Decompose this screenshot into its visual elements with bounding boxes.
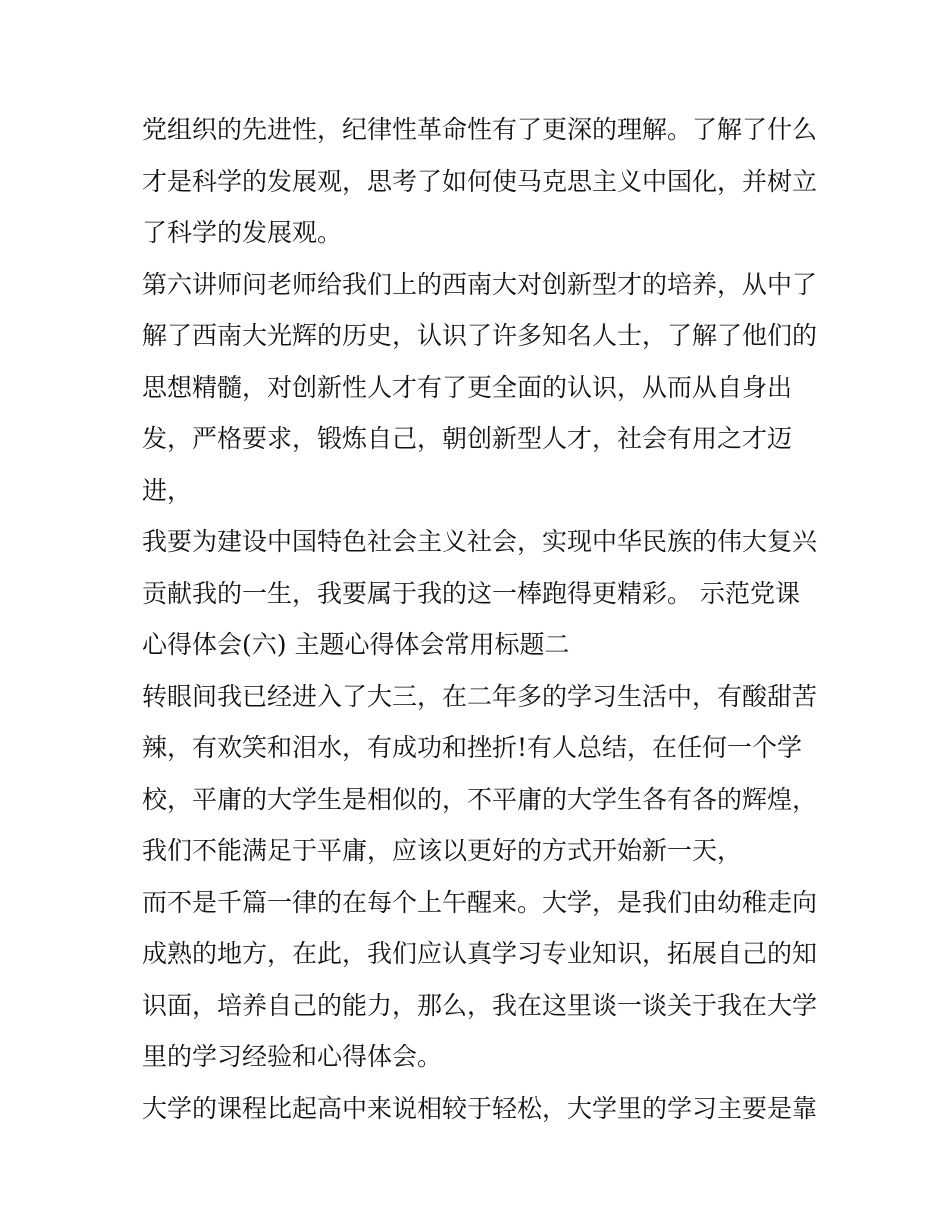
text-line: 贡献我的一生，我要属于我的这一棒跑得更精彩。 示范党课	[142, 578, 800, 608]
text-line: 发，严格要求，锻炼自己，朝创新型人才，社会有用之才迈	[142, 424, 793, 453]
text-line: 辣，有欢笑和泪水，有成功和挫折!有人总结，在任何一个学	[142, 733, 803, 762]
text-line: 进，	[142, 475, 193, 505]
text-line: 大学的课程比起高中来说相较于轻松，大学里的学习主要是靠	[142, 1093, 818, 1123]
text-line: 党组织的先进性，纪律性革命性有了更深的理解。了解了什么	[142, 115, 818, 144]
text-line: 里的学习经验和心得体会。	[142, 1042, 443, 1071]
text-line: 了科学的发展观。	[142, 218, 343, 247]
text-line: 才是科学的发展观，思考了如何使马克思主义中国化，并树立	[142, 166, 818, 196]
text-line: 成熟的地方，在此，我们应认真学习专业知识，拓展自己的知	[142, 939, 818, 968]
text-line: 识面，培养自己的能力，那么，我在这里谈一谈关于我在大学	[142, 990, 818, 1020]
text-line: 而不是千篇一律的在每个上午醒来。大学，是我们由幼稚走向	[142, 887, 818, 917]
text-line: 转眼间我已经进入了大三，在二年多的学习生活中，有酸甜苦	[142, 681, 818, 711]
text-line: 思想精髓，对创新性人才有了更全面的认识，从而从自身出	[142, 372, 793, 402]
text-line: 我们不能满足于平庸，应该以更好的方式开始新一天，	[142, 836, 743, 865]
text-line: 我要为建设中国特色社会主义社会，实现中华民族的伟大复兴	[142, 527, 818, 556]
text-line: 第六讲师问老师给我们上的西南大对创新型才的培养，从中了	[142, 269, 818, 299]
text-line: 校，平庸的大学生是相似的，不平庸的大学生各有各的辉煌，	[142, 784, 818, 814]
section-heading-line: 心得体会(六) 主题心得体会常用标题二	[142, 630, 570, 659]
body-text	[142, 104, 822, 1134]
text-line: 解了西南大光辉的历史，认识了许多知名人士，了解了他们的	[142, 321, 818, 350]
